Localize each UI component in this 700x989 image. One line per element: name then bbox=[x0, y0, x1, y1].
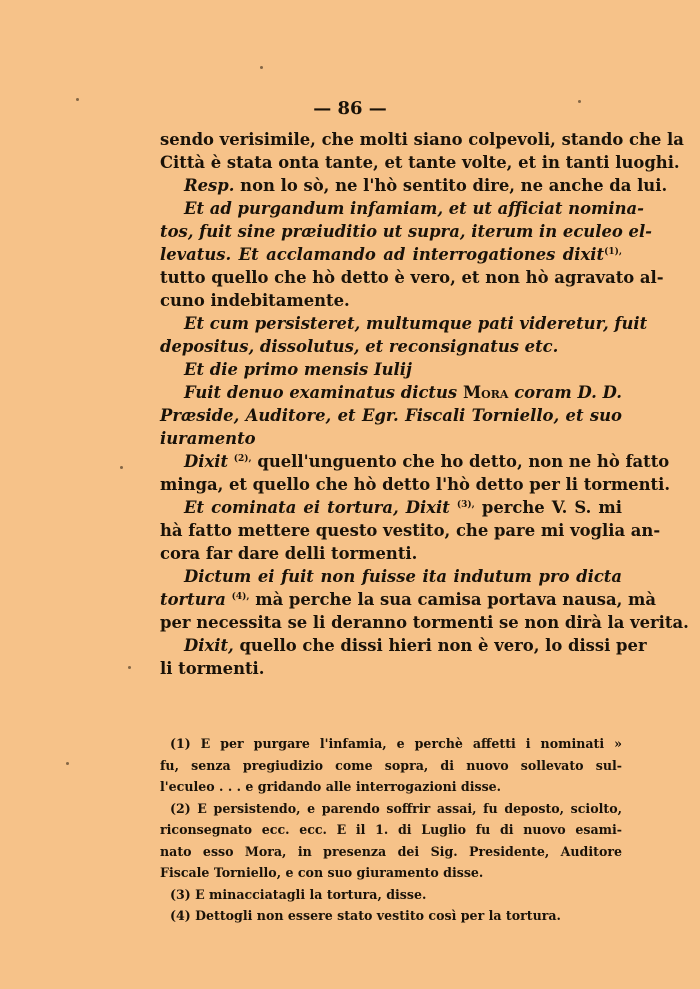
paper-speck bbox=[76, 98, 79, 101]
footnote-line: (3) E minacciatagli la tortura, disse. bbox=[170, 886, 427, 902]
text-line: tutto quello che hò detto è vero, et non hò agravato al- bbox=[160, 268, 664, 287]
page-number: — 86 — bbox=[313, 98, 387, 119]
text-line: Et ad purgandum infamiam, et ut afficiat nomina- bbox=[184, 199, 644, 218]
text-line: Dictum ei fuit non fuisse ita indutum pro dicta bbox=[184, 567, 622, 586]
resp-label: Resp. bbox=[184, 176, 235, 195]
text-line bbox=[160, 450, 670, 473]
text-line bbox=[160, 588, 656, 611]
text-line bbox=[160, 243, 622, 266]
footnotes bbox=[160, 733, 622, 927]
text-fragment: Dixit bbox=[184, 452, 229, 471]
text-line: Præside, Auditore, et Egr. Fiscali Torniello, et suo bbox=[160, 406, 622, 425]
text-fragment: tortura bbox=[160, 590, 226, 609]
paper-speck bbox=[66, 762, 69, 765]
text-line: cuno indebitamente. bbox=[160, 291, 350, 310]
footnote-ref: (4), bbox=[231, 592, 250, 602]
paper-speck bbox=[120, 466, 123, 469]
text-line: iuramento bbox=[160, 429, 256, 448]
text-fragment: Fuit denuo examinatus dictus bbox=[184, 383, 458, 402]
footnote-ref: (1), bbox=[604, 247, 622, 257]
paper-speck bbox=[578, 100, 581, 103]
text-line: hà fatto mettere questo vestito, che pare mi voglia an- bbox=[160, 521, 661, 540]
text-fragment: Et cominata ei tortura, Dixit bbox=[184, 498, 450, 517]
text-fragment: non lo sò, ne l'hò sentito dire, ne anche da lui. bbox=[240, 176, 668, 195]
text-fragment: quello che dissi hieri non è vero, lo dissi per bbox=[239, 636, 647, 655]
name-mora: Mora bbox=[462, 383, 509, 402]
text-fragment: perche V. S. mi bbox=[481, 498, 623, 517]
paper-speck bbox=[128, 666, 131, 669]
text-line: Et cum persisteret, multumque pati videretur, fuit bbox=[184, 314, 648, 333]
text-fragment: quell'unguento che ho detto, non ne hò fatto bbox=[257, 452, 670, 471]
text-fragment: coram D. D. bbox=[514, 383, 622, 402]
footnote-line: (1) E per purgare l'infamia, e perchè affetti i nominati » bbox=[170, 736, 622, 751]
text-line: depositus, dissolutus, et reconsignatus etc. bbox=[160, 337, 559, 356]
footnote-ref: (2), bbox=[233, 454, 252, 464]
footnote-line: l'eculeo . . . e gridando alle interrogazioni disse. bbox=[160, 779, 502, 794]
text-line: tos, fuit sine præiuditio ut supra, iterum in eculeo el- bbox=[160, 222, 652, 241]
footnote-line: fu, senza pregiudizio come sopra, di nuovo sollevato sul- bbox=[160, 757, 622, 773]
footnote-line: (4) Dettogli non essere stato vestito così per la tortura. bbox=[170, 908, 561, 923]
text-line: sendo verisimile, che molti siano colpevoli, stando che la bbox=[160, 130, 684, 149]
text-line: Città è stata onta tante, et tante volte, et in tanti luoghi. bbox=[160, 153, 680, 172]
text-fragment: mà perche la sua camisa portava nausa, mà bbox=[255, 590, 656, 609]
footnote-line: Fiscale Torniello, e con suo giuramento disse. bbox=[160, 865, 484, 880]
text-line: cora far dare delli tormenti. bbox=[160, 544, 418, 563]
footnote-ref: (3), bbox=[456, 500, 475, 510]
text-line: Et die primo mensis Iulij bbox=[184, 360, 412, 379]
paper-speck bbox=[260, 66, 263, 69]
text-fragment: Dixit, bbox=[184, 636, 234, 655]
text-line: per necessita se li deranno tormenti se non dirà la verita. bbox=[160, 613, 689, 632]
text-line: li tormenti. bbox=[160, 659, 265, 678]
text-fragment: levatus. Et acclamando ad interrogationes dixit bbox=[160, 245, 605, 264]
text-line bbox=[160, 381, 622, 404]
text-line bbox=[160, 174, 668, 197]
footnote-line: (2) E persistendo, e parendo soffrir assai, fu deposto, sciolto, bbox=[170, 800, 622, 816]
footnote-line: riconsegnato ecc. ecc. E il 1. di Luglio fu di nuovo esami- bbox=[160, 822, 622, 837]
text-line bbox=[160, 496, 622, 519]
text-line bbox=[160, 634, 647, 657]
main-text bbox=[160, 128, 689, 680]
text-line: minga, et quello che hò detto l'hò detto per li tormenti. bbox=[160, 475, 671, 494]
footnote-line: nato esso Mora, in presenza dei Sig. Presidente, Auditore bbox=[160, 843, 622, 859]
